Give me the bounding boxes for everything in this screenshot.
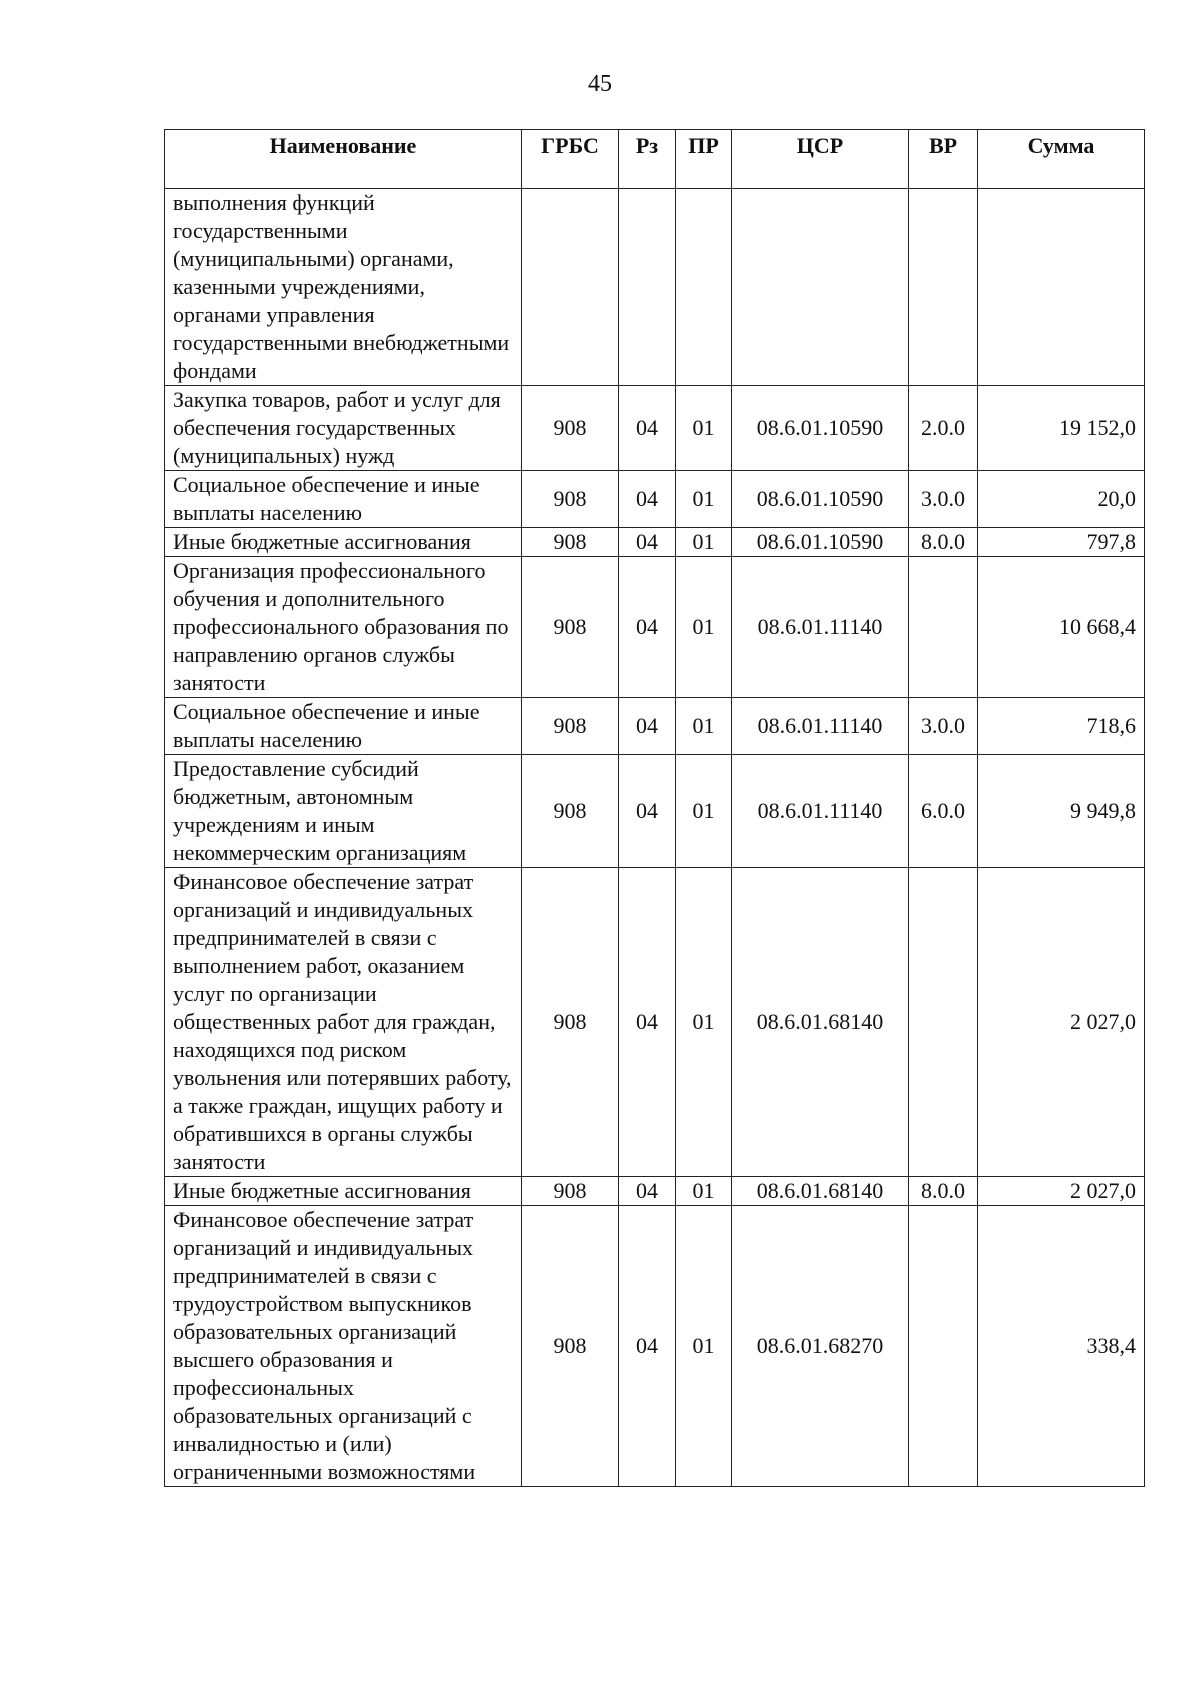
row-pr: 01	[676, 1177, 732, 1206]
row-vr: 6.0.0	[909, 755, 978, 868]
row-vr: 3.0.0	[909, 698, 978, 755]
header-sum: Сумма	[978, 130, 1145, 189]
row-sum: 20,0	[978, 471, 1145, 528]
header-grbs: ГРБС	[522, 130, 619, 189]
table-header	[165, 130, 1145, 189]
row-vr: 2.0.0	[909, 386, 978, 471]
row-csr: 08.6.01.10590	[732, 471, 909, 528]
row-pr: 01	[676, 386, 732, 471]
table-row	[165, 471, 1145, 528]
row-csr: 08.6.01.10590	[732, 386, 909, 471]
row-pr	[676, 189, 732, 386]
row-csr: 08.6.01.68140	[732, 868, 909, 1177]
row-rz: 04	[619, 528, 676, 557]
row-pr: 01	[676, 1206, 732, 1487]
row-sum: 718,6	[978, 698, 1145, 755]
row-csr: 08.6.01.68140	[732, 1177, 909, 1206]
row-name: Организация профессионального обучения и дополнительного профессионального образования по направлению органов службы занятости	[165, 557, 522, 698]
row-csr: 08.6.01.11140	[732, 698, 909, 755]
row-vr	[909, 1206, 978, 1487]
row-name: Иные бюджетные ассигнования	[165, 1177, 522, 1206]
row-rz: 04	[619, 698, 676, 755]
row-csr: 08.6.01.68270	[732, 1206, 909, 1487]
row-grbs: 908	[522, 471, 619, 528]
table-row	[165, 557, 1145, 698]
row-name: Предоставление субсидий бюджетным, автономным учреждениям и иным некоммерческим организациям	[165, 755, 522, 868]
header-csr: ЦСР	[732, 130, 909, 189]
row-pr: 01	[676, 528, 732, 557]
row-sum: 2 027,0	[978, 868, 1145, 1177]
header-name: Наименование	[165, 130, 522, 189]
row-pr: 01	[676, 755, 732, 868]
row-grbs: 908	[522, 755, 619, 868]
row-vr	[909, 557, 978, 698]
row-pr: 01	[676, 868, 732, 1177]
table-body	[165, 189, 1145, 1487]
table-row	[165, 1177, 1145, 1206]
row-rz: 04	[619, 557, 676, 698]
row-csr: 08.6.01.11140	[732, 557, 909, 698]
header-rz: Рз	[619, 130, 676, 189]
row-rz: 04	[619, 1177, 676, 1206]
row-grbs: 908	[522, 1177, 619, 1206]
row-csr: 08.6.01.11140	[732, 755, 909, 868]
row-csr: 08.6.01.10590	[732, 528, 909, 557]
row-rz: 04	[619, 471, 676, 528]
row-pr: 01	[676, 698, 732, 755]
table-row	[165, 698, 1145, 755]
row-vr: 8.0.0	[909, 528, 978, 557]
row-sum: 9 949,8	[978, 755, 1145, 868]
row-rz: 04	[619, 386, 676, 471]
row-rz: 04	[619, 755, 676, 868]
row-pr: 01	[676, 557, 732, 698]
row-grbs: 908	[522, 868, 619, 1177]
row-sum: 2 027,0	[978, 1177, 1145, 1206]
row-rz	[619, 189, 676, 386]
header-row	[165, 130, 1145, 189]
row-grbs: 908	[522, 1206, 619, 1487]
page-number: 45	[588, 71, 612, 97]
header-pr: ПР	[676, 130, 732, 189]
table-row	[165, 386, 1145, 471]
row-name: выполнения функций государственными (муниципальными) органами, казенными учреждениями, органами управления государственными внебюджетными фондами	[165, 189, 522, 386]
row-vr	[909, 868, 978, 1177]
row-grbs: 908	[522, 386, 619, 471]
row-grbs: 908	[522, 557, 619, 698]
row-name: Социальное обеспечение и иные выплаты населению	[165, 471, 522, 528]
row-grbs: 908	[522, 698, 619, 755]
row-grbs: 908	[522, 528, 619, 557]
budget-table	[164, 129, 1145, 1487]
table-row	[165, 755, 1145, 868]
row-vr: 3.0.0	[909, 471, 978, 528]
table-row	[165, 1206, 1145, 1487]
row-sum: 338,4	[978, 1206, 1145, 1487]
row-name: Финансовое обеспечение затрат организаций и индивидуальных предпринимателей в связи с трудоустройством выпускников образовательных организаций высшего образования и профессиональных образовательных организаций с инвалидностью и (или) ограниченными возможностями	[165, 1206, 522, 1487]
row-pr: 01	[676, 471, 732, 528]
row-grbs	[522, 189, 619, 386]
row-csr	[732, 189, 909, 386]
table-row	[165, 528, 1145, 557]
row-sum	[978, 189, 1145, 386]
row-name: Закупка товаров, работ и услуг для обеспечения государственных (муниципальных) нужд	[165, 386, 522, 471]
header-vr: ВР	[909, 130, 978, 189]
row-vr	[909, 189, 978, 386]
row-rz: 04	[619, 868, 676, 1177]
row-sum: 10 668,4	[978, 557, 1145, 698]
row-name: Иные бюджетные ассигнования	[165, 528, 522, 557]
table-row	[165, 189, 1145, 386]
row-name: Социальное обеспечение и иные выплаты населению	[165, 698, 522, 755]
row-rz: 04	[619, 1206, 676, 1487]
row-sum: 19 152,0	[978, 386, 1145, 471]
table-row	[165, 868, 1145, 1177]
row-name: Финансовое обеспечение затрат организаций и индивидуальных предпринимателей в связи с выполнением работ, оказанием услуг по организации общественных работ для граждан, находящихся под риском увольнения или потерявших работу, а также граждан, ищущих работу и обратившихся в органы службы занятости	[165, 868, 522, 1177]
row-sum: 797,8	[978, 528, 1145, 557]
row-vr: 8.0.0	[909, 1177, 978, 1206]
